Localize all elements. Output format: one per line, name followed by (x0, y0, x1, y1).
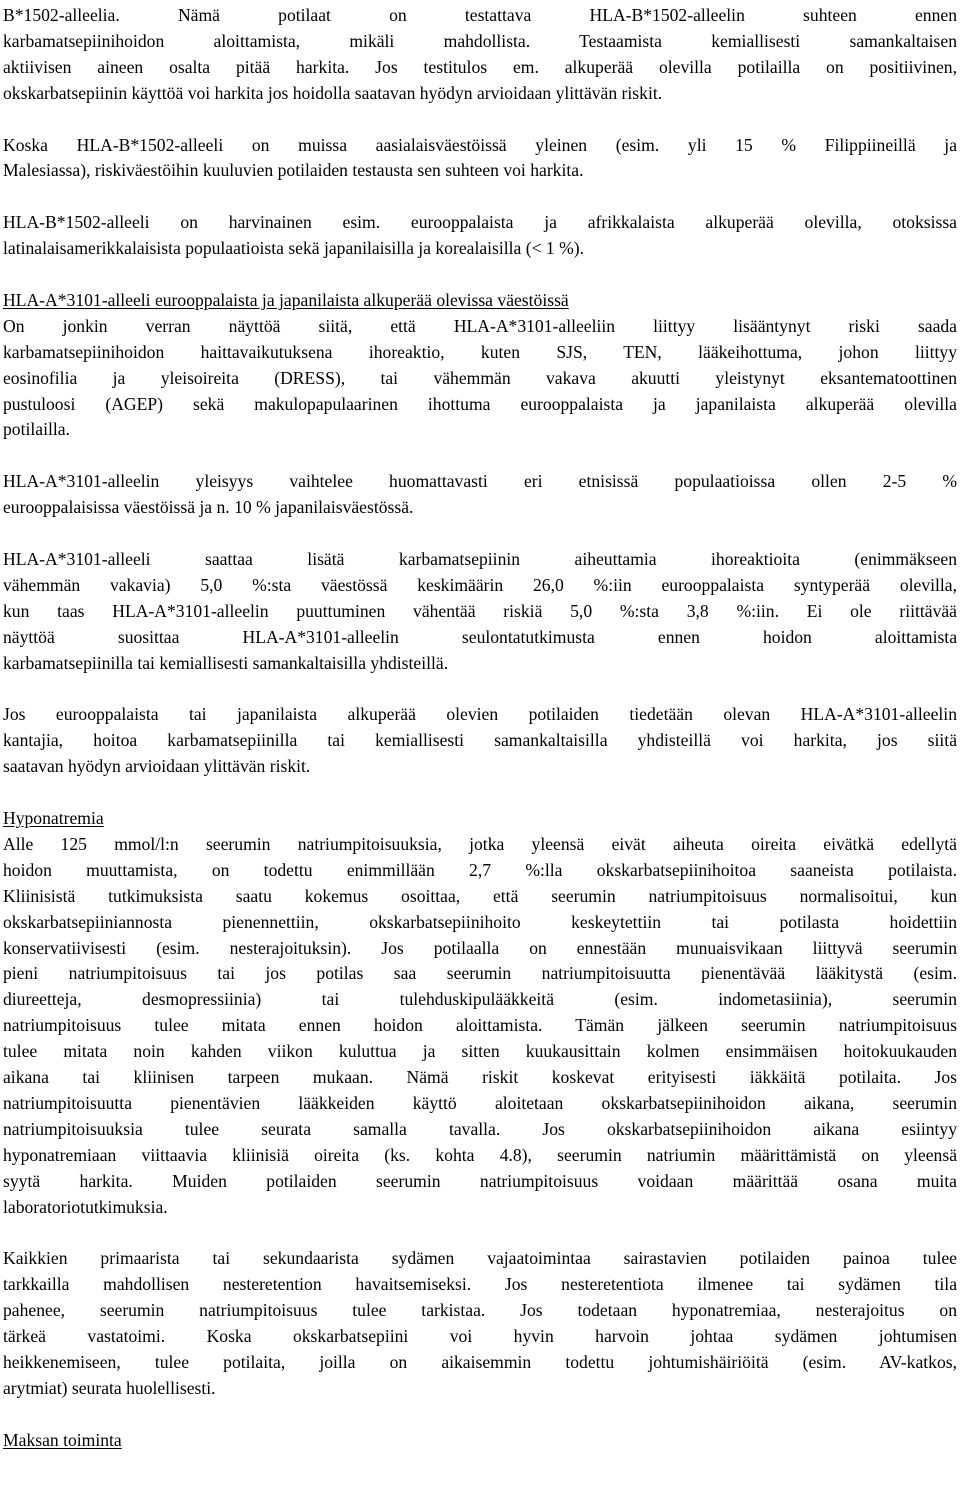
heading-text: Hyponatremia (3, 807, 104, 828)
paragraph-gap (3, 184, 960, 210)
text-line: karbamatsepiinihoidon haittavaikutuksena ihoreaktio, kuten SJS, TEN, lääkeihottuma, johon liittyy (3, 341, 957, 362)
text-line: saatavan hyödyn arvioidaan ylittävän riskit. (3, 756, 311, 777)
heading-text: Maksan toiminta (3, 1429, 122, 1450)
text-line: HLA-A*3101-alleelin yleisyys vaihtelee huomattavasti eri etnisissä populaatioissa ollen 2-5 % (3, 471, 957, 492)
paragraph-hla-a3101-carriers (3, 702, 957, 780)
text-line: Koska HLA-B*1502-alleeli on muissa aasialaisväestöissä yleinen (esim. yli 15 % Filippiineillä ja (3, 134, 957, 155)
text-line: Malesiassa), riskiväestöihin kuuluvien potilaiden testausta sen suhteen voi harkita. (3, 160, 584, 181)
text-line: hyponatremiaan viittaavia kliinisiä oireita (ks. kohta 4.8), seerumin natriumin määrittämistä on yleensä (3, 1144, 957, 1165)
text-line: HLA-A*3101-alleeli saattaa lisätä karbamatsepiinin aiheuttamia ihoreaktioita (enimmäkseen (3, 548, 957, 569)
text-line: Jos eurooppalaista tai japanilaista alkuperää olevien potilaiden tiedetään olevan HLA-A*3101-alleelin (3, 704, 957, 725)
text-line: hoidon muuttamista, on todettu enimmillään 2,7 %:lla okskarbatsepiinihoitoa saaneista potilaista. (3, 859, 957, 880)
paragraph-gap (3, 676, 960, 702)
text-line: pustuloosi (AGEP) sekä makulopapulaarinen ihottuma eurooppalaista ja japanilaista alkuperää olevilla (3, 393, 957, 414)
text-line: Alle 125 mmol/l:n seerumin natriumpitoisuuksia, jotka yleensä eivät aiheuta oireita eivätkä edellytä (3, 833, 957, 854)
text-line: aikana tai kliinisen tarpeen mukaan. Nämä riskit koskevat erityisesti iäkkäitä potilaita. Jos (3, 1067, 957, 1088)
text-line: tärkeä vastatoimi. Koska okskarbatsepiini voi hyvin harvoin johtaa sydämen johtumisen (3, 1326, 957, 1347)
text-line: arytmiat) seurata huolellisesti. (3, 1377, 216, 1398)
text-line: okskarbatsepiiniannosta pienennettiin, okskarbatsepiinihoito keskeytettiin tai potilasta hoidettiin (3, 911, 957, 932)
paragraph-gap (3, 521, 960, 547)
text-line: karbamatsepiinilla tai kemiallisesti samankaltaisilla yhdisteillä. (3, 652, 449, 673)
text-line: näyttöä suosittaa HLA-A*3101-alleelin seulontatutkimusta ennen hoidon aloittamista (3, 626, 957, 647)
paragraph-gap (3, 780, 960, 806)
paragraph-gap (3, 443, 960, 469)
text-line: natriumpitoisuutta pienentävien lääkkeiden käyttö aloitetaan okskarbatsepiinihoidon aikana, seerumin (3, 1092, 957, 1113)
paragraph-hla-a3101-evidence (3, 314, 957, 444)
text-line: Kaikkien primaarista tai sekundaarista sydämen vajaatoimintaa sairastavien potilaiden painoa tulee (3, 1248, 957, 1269)
text-line: natriumpitoisuuksia tulee seurata samalla tavalla. Jos okskarbatsepiinihoidon aikana esiintyy (3, 1118, 957, 1139)
text-line: karbamatsepiinihoidon aloittamista, mikäli mahdollista. Testaamista kemiallisesti samankaltaisen (3, 30, 957, 51)
text-line: tarkkailla mahdollisen nesteretention havaitsemiseksi. Jos nesteretentiota ilmenee tai sydämen tila (3, 1274, 957, 1295)
heading-text: HLA-A*3101-alleeli eurooppalaista ja japanilaista alkuperää olevissa väestöissä (3, 289, 569, 310)
paragraph-hyponatremia (3, 832, 957, 1221)
paragraph-rare-allele (3, 210, 957, 262)
paragraph-hla-a3101-prevalence (3, 469, 957, 521)
text-line: pahenee, seerumin natriumpitoisuus tulee tarkistaa. Jos todetaan hyponatremiaa, nesterajoitus on (3, 1300, 957, 1321)
text-line: aktiivisen aineen osalta pitää harkita. Jos testitulos em. alkuperää olevilla potilailla on positiivinen, (3, 56, 957, 77)
text-line: okskarbatsepiinin käyttöä voi harkita jos hoidolla saatavan hyödyn arvioidaan ylittävän riskit. (3, 82, 663, 103)
paragraph-heart-failure (3, 1246, 957, 1401)
paragraph-hla-b1502-testing (3, 3, 957, 107)
text-line: eosinofilia ja yleisoireita (DRESS), tai vähemmän vakava akuutti yleistynyt eksantematoottinen (3, 367, 957, 388)
text-line: natriumpitoisuus tulee mitata ennen hoidon aloittamista. Tämän jälkeen seerumin natriumpitoisuus (3, 1015, 957, 1036)
text-line: kantajia, hoitoa karbamatsepiinilla tai kemiallisesti samankaltaisilla yhdisteillä voi harkita, jos siitä (3, 730, 957, 751)
section-heading-liver-function (3, 1428, 960, 1454)
text-line: kun taas HLA-A*3101-alleelin puuttuminen vähentää riskiä 5,0 %:sta 3,8 %:iin. Ei ole riittävää (3, 600, 957, 621)
text-line: konservatiivisesti (esim. nesterajoituksin). Jos potilaalla on ennestään munuaisvikaan liittyvä seerumin (3, 937, 957, 958)
section-heading-hyponatremia (3, 806, 960, 832)
text-line: syytä harkita. Muiden potilaiden seerumin natriumpitoisuus voidaan määrittää osana muita (3, 1170, 957, 1191)
text-line: On jonkin verran näyttöä siitä, että HLA-A*3101-alleeliin liittyy lisääntynyt riski saada (3, 315, 957, 336)
paragraph-gap (3, 1402, 960, 1428)
paragraph-gap (3, 262, 960, 288)
text-line: vähemmän vakavia) 5,0 %:sta väestössä keskimäärin 26,0 %:iin eurooppalaista syntyperää olevilla, (3, 574, 957, 595)
paragraph-gap (3, 1220, 960, 1246)
text-line: diureetteja, desmopressiinia) tai tulehduskipulääkkeitä (esim. indometasiinia), seerumin (3, 989, 957, 1010)
text-line: eurooppalaisissa väestöissä ja n. 10 % japanilaisväestössä. (3, 497, 414, 518)
text-line: heikkenemiseen, tulee potilaita, joilla on aikaisemmin todettu johtumishäiriöitä (esim. AV-katkos, (3, 1352, 957, 1372)
paragraph-asian-populations (3, 133, 957, 185)
text-line: latinalaisamerikkalaisista populaatioista sekä japanilaisilla ja korealaisilla (< 1 %). (3, 238, 585, 259)
text-line: B*1502-alleelia. Nämä potilaat on testattava HLA-B*1502-alleelin suhteen ennen (3, 5, 957, 25)
section-heading-hla-a3101 (3, 288, 960, 314)
text-line: pieni natriumpitoisuus tai jos potilas saa seerumin natriumpitoisuutta pienentävää lääkitystä (esim. (3, 963, 957, 984)
paragraph-gap (3, 107, 960, 133)
text-line: laboratoriotutkimuksia. (3, 1196, 168, 1217)
text-line: tulee mitata noin kahden viikon kuluttua ja sitten kuukausittain kolmen ensimmäisen hoitokuukauden (3, 1041, 957, 1062)
text-line: HLA-B*1502-alleeli on harvinainen esim. eurooppalaista ja afrikkalaista alkuperää olevilla, otoksissa (3, 212, 957, 233)
text-line: potilailla. (3, 419, 70, 440)
text-line: Kliinisistä tutkimuksista saatu kokemus osoittaa, että seerumin natriumpitoisuus normalisoitui, kun (3, 885, 957, 906)
paragraph-hla-a3101-risk (3, 547, 957, 677)
